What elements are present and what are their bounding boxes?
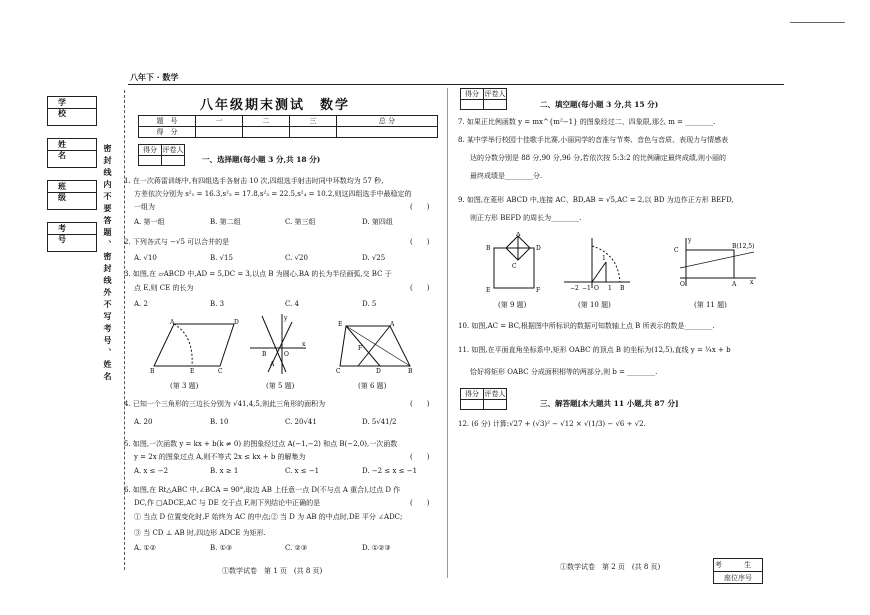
q12-text: 12. (6 分) 计算:√27 + (√3)² − √12 × √(1/3) − √6 ÷ √2. <box>458 420 646 428</box>
svg-text:B: B <box>262 351 267 358</box>
score-row-label: 得 分 <box>139 127 196 138</box>
score-cell[interactable] <box>289 127 336 138</box>
q1-option: A. 第一组 <box>134 218 165 226</box>
svg-text:E: E <box>486 287 491 294</box>
svg-text:B: B <box>150 368 155 374</box>
svg-text:C: C <box>674 247 679 254</box>
figure-q3-parallelogram <box>150 318 240 374</box>
grader-table-3 <box>460 388 507 410</box>
grader-score-cell[interactable] <box>139 156 162 166</box>
q1-option: C. 第三组 <box>285 218 316 226</box>
q10-text: 10. 如图,AC = BC,根据图中所标识的数据可知数轴上点 B 所表示的数是________. <box>458 322 715 330</box>
page-divider <box>447 88 448 578</box>
seat-label-2: 座位序号 <box>724 574 752 582</box>
score-header-cell: 题 号 <box>139 116 196 127</box>
figure-caption-q3: (第 3 题) <box>170 382 199 390</box>
exam-number-label: 考 号 <box>48 223 96 235</box>
svg-text:1: 1 <box>608 285 612 292</box>
grader-table-2 <box>460 88 507 110</box>
grader-name-label: 评卷人 <box>484 90 506 98</box>
q1-option: B. 第二组 <box>210 218 241 226</box>
svg-text:A: A <box>170 319 175 326</box>
q6-line4: ③ 当 CD ⊥ AB 时,四边形 ADCE 为矩形. <box>134 529 266 537</box>
school-label: 学 校 <box>48 97 96 109</box>
figure-caption-q9: (第 9 题) <box>498 301 527 309</box>
q2-option: A. √10 <box>134 254 157 262</box>
q6-line2: DC,作 □ADCE,AC 与 DE 交于点 F,则下列结论中正确的是 <box>134 499 321 507</box>
school-box[interactable] <box>47 96 97 126</box>
figure-caption-q11: (第 11 题) <box>694 301 727 309</box>
figure-q11-point-label: B(12,5) <box>732 243 755 250</box>
footer-page-1: ①数学试卷 第 1 页 (共 8 页) <box>222 567 323 575</box>
q4-option: B. 10 <box>210 418 229 426</box>
score-header-cell: 一 <box>196 116 243 127</box>
grader-score-label: 得分 <box>461 389 484 400</box>
q11-line2: 恰好将矩形 OABC 分成面积相等的两部分,则 b = ________. <box>470 368 658 376</box>
grader-score-cell[interactable] <box>461 400 484 410</box>
svg-text:O: O <box>680 281 685 288</box>
svg-text:E: E <box>190 368 195 374</box>
q6-option: B. ①③ <box>210 544 233 552</box>
q6-line1: 6. 如图,在 Rt△ABC 中,∠BCA = 90°,取边 AB 上任意一点 D(不与点 A 重合),过点 D 作 <box>124 486 401 494</box>
score-header-cell: 二 <box>242 116 289 127</box>
q1-line3: 一组为 <box>134 203 155 211</box>
q5-bracket: ( ) <box>410 453 430 461</box>
q2-option: B. √15 <box>210 254 233 262</box>
q1-bracket: ( ) <box>410 203 430 211</box>
figure-q10-numberline <box>562 234 632 294</box>
q3-option: B. 3 <box>210 300 225 308</box>
class-label: 班 级 <box>48 181 96 193</box>
q9-line2: 则正方形 BEFD 的周长为________. <box>470 214 582 222</box>
grader-score-label: 得分 <box>461 89 484 100</box>
q5-option: D. −2 ≤ x ≤ −1 <box>362 467 418 475</box>
q1-option: D. 第四组 <box>362 218 393 226</box>
q5-option: A. x ≤ −2 <box>134 467 169 475</box>
svg-text:C: C <box>218 368 223 374</box>
name-box[interactable] <box>47 138 97 168</box>
q4-option: D. 5√41/2 <box>362 418 397 426</box>
paper-header-label: 八年下 · 数学 <box>130 72 179 82</box>
svg-text:F: F <box>536 287 541 294</box>
q3-line2: 点 E,则 CE 的长为 <box>134 284 194 292</box>
svg-text:A: A <box>516 232 521 238</box>
svg-text:y: y <box>688 237 692 244</box>
q8-line2: 达的分数分别是 88 分,90 分,96 分,若依次按 5:3:2 的比例确定最终成绩,则小丽的 <box>470 154 727 162</box>
header-rule <box>128 84 784 85</box>
q8-line1: 8. 某中学举行校园十佳歌手比赛,小丽同学的音准与节奏、音色与音质、表现力与情感表 <box>458 136 729 144</box>
exam-number-box[interactable] <box>47 222 97 252</box>
grader-name-cell[interactable] <box>162 156 185 166</box>
grader-name-cell[interactable] <box>484 100 507 110</box>
grader-name-cell[interactable] <box>484 400 507 410</box>
q5-line2: y = 2x 的图象过点 A,则不等式 2x ≤ kx + b 的解集为 <box>134 453 306 461</box>
q2-text: 2. 下列各式与 −√5 可以合并的是 <box>124 238 230 246</box>
q1-line1: 1. 在一次蒋雷训练中,有四组选手各射击 10 次,四组选手射击时同中环数均为 57 秒, <box>124 177 384 185</box>
q3-bracket: ( ) <box>410 284 430 292</box>
svg-text:A: A <box>390 321 395 328</box>
q6-bracket: ( ) <box>410 499 430 507</box>
grader-name-label: 评卷人 <box>162 146 184 154</box>
footer-page-2: ①数学试卷 第 2 页 (共 8 页) <box>560 563 661 571</box>
svg-text:O: O <box>594 285 599 292</box>
q2-option: D. √25 <box>362 254 386 262</box>
q5-option: C. x ≤ −1 <box>285 467 320 475</box>
q1-line2: 方差依次分别为 s²₁ = 16.3,s²₂ = 17.8,s²₃ = 22.5,s²₄ = 10.2,则这四组选手中最稳定的 <box>134 190 412 198</box>
figure-q11-rectangle <box>670 234 760 290</box>
q4-text: 4. 已知一个三角形的三边长分别为 √41,4,5,则此三角形的面积为 <box>124 400 326 408</box>
q3-option: C. 4 <box>285 300 300 308</box>
svg-text:A: A <box>732 281 737 288</box>
section2-heading: 二、填空题(每小题 3 分,共 15 分) <box>540 100 659 109</box>
q9-line1: 9. 如图,在菱形 ABCD 中,连接 AC、BD,AB = √5,AC = 2,以 BD 为边作正方形 BEFD, <box>458 196 734 204</box>
seat-number-box[interactable] <box>713 558 763 584</box>
q11-line1: 11. 如图,在平面直角坐标系中,矩形 OABC 的顶点 B 的坐标为(12,5),直线 y = ¼x + b <box>458 346 731 354</box>
top-corner-line <box>790 22 845 23</box>
q2-option: C. √20 <box>285 254 308 262</box>
score-header-cell: 总 分 <box>336 116 437 127</box>
svg-text:B: B <box>486 245 491 252</box>
grader-score-label: 得分 <box>139 145 162 156</box>
svg-text:D: D <box>376 368 381 374</box>
svg-text:1: 1 <box>602 255 606 262</box>
figure-caption-q10: (第 10 题) <box>578 301 611 309</box>
score-cell[interactable] <box>196 127 243 138</box>
q3-option: D. 5 <box>362 300 377 308</box>
binding-dashed-line <box>124 90 125 570</box>
svg-text:x: x <box>750 279 754 286</box>
svg-text:F: F <box>358 345 363 352</box>
svg-text:−2: −2 <box>570 285 579 292</box>
svg-text:D: D <box>234 319 239 326</box>
svg-text:D: D <box>536 245 541 252</box>
figure-q5-graph <box>248 312 308 376</box>
section3-heading: 三、解答题[本大题共 11 小题,共 87 分] <box>540 399 679 408</box>
q4-bracket: ( ) <box>410 400 430 408</box>
score-cell[interactable] <box>336 127 437 138</box>
grader-table-1 <box>138 144 185 166</box>
score-table <box>138 115 438 138</box>
svg-text:C: C <box>512 263 517 270</box>
q6-option: C. ②③ <box>285 544 308 552</box>
svg-text:x: x <box>302 341 306 348</box>
figure-caption-q5: (第 5 题) <box>266 382 295 390</box>
q6-line3: ① 当点 D 位置变化时,F 始终为 AC 的中点;② 当 D 为 AB 的中点时,DE 平分 ∠ADC; <box>134 513 403 521</box>
score-cell[interactable] <box>242 127 289 138</box>
class-box[interactable] <box>47 180 97 210</box>
q8-line3: 最终成绩是________分. <box>470 172 543 180</box>
svg-text:B: B <box>620 285 625 292</box>
svg-text:O: O <box>284 351 289 358</box>
svg-text:y: y <box>284 315 288 322</box>
grader-name-label: 评卷人 <box>484 390 506 398</box>
figure-caption-q6: (第 6 题) <box>358 382 387 390</box>
q6-option: A. ①② <box>134 544 157 552</box>
svg-text:E: E <box>338 321 343 328</box>
q4-option: A. 20 <box>134 418 153 426</box>
q6-option: D. ①②③ <box>362 544 391 552</box>
figure-q6-triangle <box>336 318 416 374</box>
figure-q9-rhombus-square <box>480 232 550 294</box>
q2-bracket: ( ) <box>410 238 430 246</box>
binding-warning-text: 密封线内不要答题、密封线外不写考号、姓名 <box>103 144 113 384</box>
q7-text: 7. 如果正比例函数 y = mx^{m²−1} 的图象经过二、四象限,那么 m = ________. <box>458 118 716 126</box>
q4-option: C. 20√41 <box>285 418 317 426</box>
seat-label-1: 考 生 <box>714 559 762 572</box>
q3-option: A. 2 <box>134 300 148 308</box>
grader-score-cell[interactable] <box>461 100 484 110</box>
q5-line1: 5. 如图,一次函数 y = kx + b(k ≠ 0) 的图象经过点 A(−1,−2) 和点 B(−2,0),一次函数 <box>124 440 398 448</box>
svg-text:B: B <box>408 368 413 374</box>
q5-option: B. x ≥ 1 <box>210 467 239 475</box>
exam-title: 八年级期末测试 数学 <box>200 98 351 113</box>
score-header-cell: 三 <box>289 116 336 127</box>
svg-text:−1: −1 <box>582 285 591 292</box>
svg-text:A: A <box>270 361 275 368</box>
section1-heading: 一、选择题(每小题 3 分,共 18 分) <box>202 155 321 164</box>
name-label: 姓 名 <box>48 139 96 151</box>
svg-text:C: C <box>336 368 341 374</box>
q3-line1: 3. 如图,在 ▱ABCD 中,AD = 5,DC = 3,以点 B 为圆心,BA 的长为半径画弧,交 BC 于 <box>124 270 392 278</box>
